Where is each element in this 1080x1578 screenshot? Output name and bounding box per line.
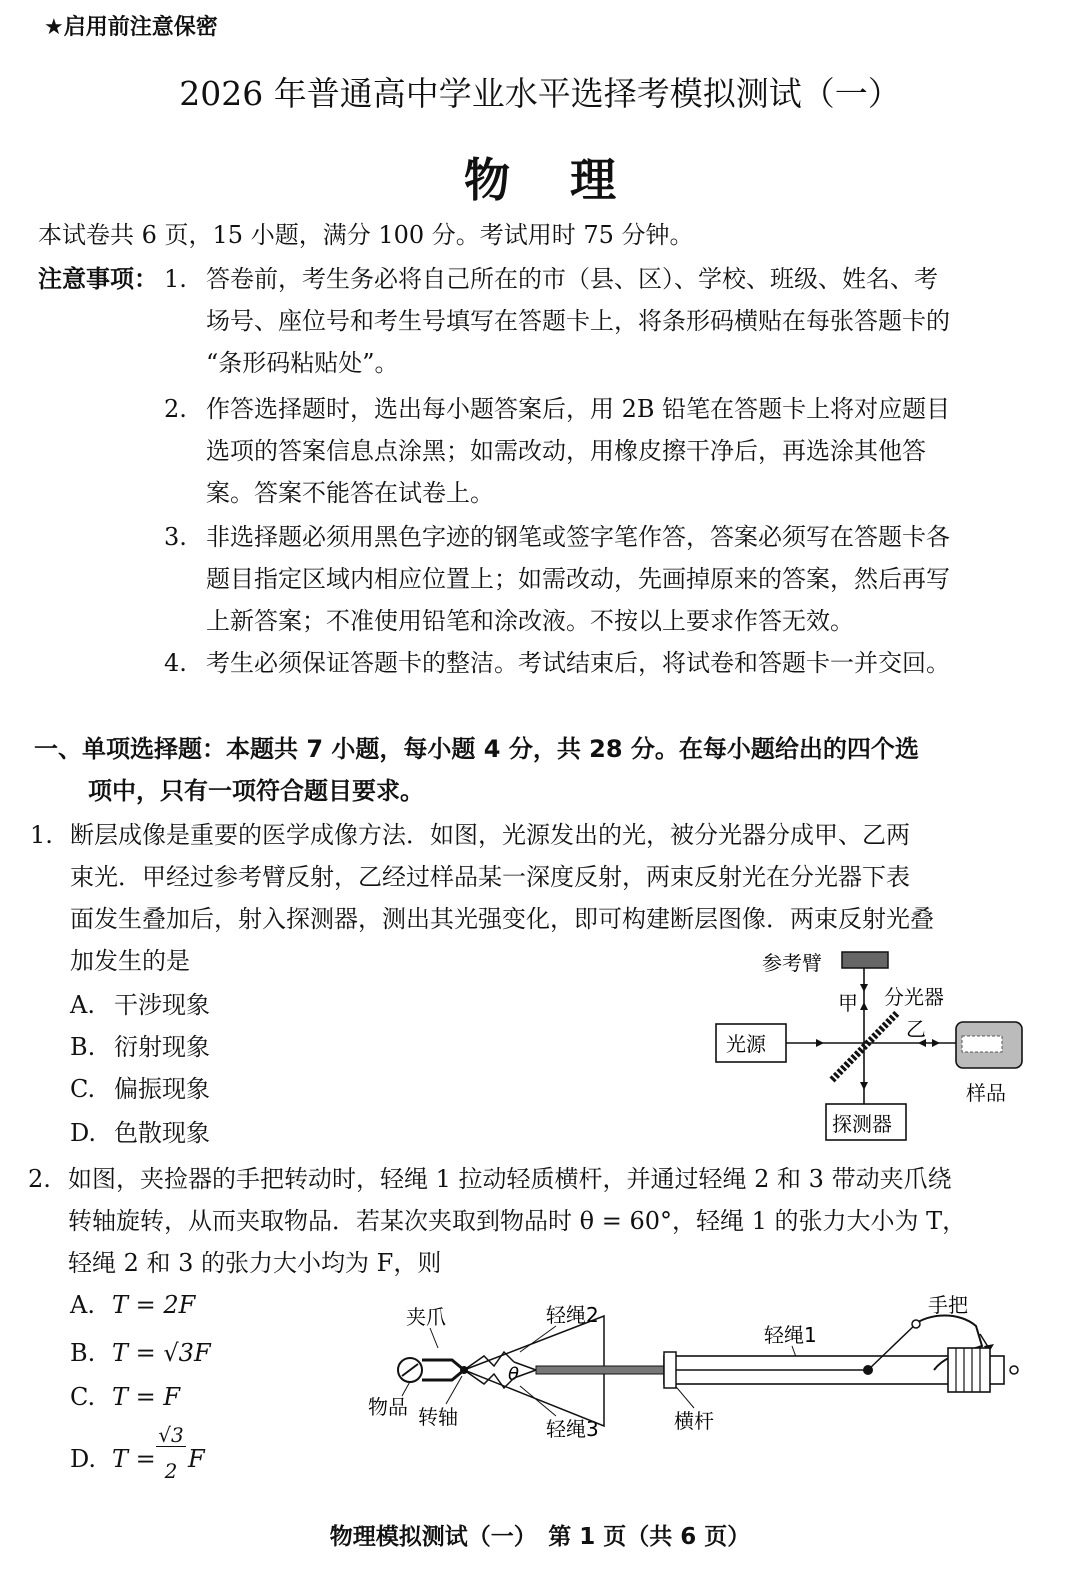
option-text: T = √3F: [112, 1339, 211, 1367]
notice-item-line: “条形码粘贴处”。: [206, 349, 399, 377]
notice-item-line: 选项的答案信息点涂黑；如需改动，用橡皮擦干净后，再选涂其他答: [206, 437, 926, 465]
notice-item-line: 题目指定区域内相应位置上；如需改动，先画掉原来的答案，然后再写: [206, 565, 950, 593]
option-label: B.: [70, 1033, 96, 1061]
notice-item-line: 非选择题必须用黑色字迹的钢笔或签字笔作答，答案必须写在答题卡各: [206, 523, 950, 551]
crossbar-rod: [536, 1366, 664, 1374]
subject-title: 物理: [464, 153, 676, 207]
option-label: A.: [70, 1291, 95, 1319]
leader-line: [520, 1326, 556, 1352]
question-text: 束光．甲经过参考臂反射，乙经过样品某一深度反射，两束反射光在分光器下表: [70, 863, 910, 891]
arrow-right-icon: [816, 1039, 824, 1047]
splitter-label: 分光器: [884, 985, 944, 1009]
question-number: 2.: [28, 1165, 51, 1193]
question-text: 断层成像是重要的医学成像方法．如图，光源发出的光，被分光器分成甲、乙两: [70, 821, 910, 849]
item-label: 物品: [368, 1395, 408, 1419]
option-rhs: F: [188, 1445, 205, 1473]
end-cap: [1010, 1366, 1018, 1374]
page-footer: 物理模拟测试（一） 第 1 页（共 6 页）: [329, 1524, 751, 1550]
beam-a-label: 甲: [838, 991, 858, 1015]
notice-item-line: 考生必须保证答题卡的整洁。考试结束后，将试卷和答题卡一并交回。: [206, 649, 950, 677]
claw-jaws: [422, 1360, 464, 1380]
option-text: 色散现象: [114, 1119, 210, 1147]
leader-line: [430, 1328, 438, 1348]
exam-title: 2026 年普通高中学业水平选择考模拟测试（一）: [179, 74, 901, 113]
question-text: 加发生的是: [70, 947, 190, 975]
tube-collar: [664, 1352, 676, 1388]
rope2-label: 轻绳2: [546, 1303, 599, 1327]
arrow-down-icon: [860, 984, 868, 992]
notice-item-line: 作答选择题时，选出每小题答案后，用 2B 铅笔在答题卡上将对应题目: [206, 395, 951, 423]
claw-label: 夹爪: [406, 1305, 446, 1329]
bar-label: 横杆: [674, 1409, 714, 1433]
leader-line: [520, 1386, 556, 1416]
question-number: 1.: [30, 821, 53, 849]
notice-item-num: 3.: [164, 523, 187, 551]
option-label: D.: [70, 1119, 97, 1147]
notice-item-line: 场号、座位号和考生号填写在答题卡上，将条形码横贴在每张答题卡的: [206, 307, 950, 335]
option-text: 衍射现象: [114, 1033, 210, 1061]
arrow-right-icon: [932, 1039, 940, 1047]
section-heading: 项中，只有一项符合题目要求。: [88, 777, 424, 805]
exam-intro: 本试卷共 6 页，15 小题，满分 100 分。考试用时 75 分钟。: [38, 221, 694, 249]
option-text: 偏振现象: [114, 1075, 210, 1103]
question-text: 如图，夹捡器的手把转动时，轻绳 1 拉动轻质横杆，并通过轻绳 2 和 3 带动夹爪绕: [68, 1165, 952, 1193]
theta-label: θ: [508, 1364, 520, 1385]
option-label: C.: [70, 1383, 96, 1411]
question-text: 面发生叠加后，射入探测器，测出其光强变化，即可构建断层图像．两束反射光叠: [70, 905, 934, 933]
handle-pivot: [912, 1320, 920, 1328]
light-source-label: 光源: [726, 1032, 766, 1056]
notice-item-line: 上新答案；不准使用铅笔和涂改液。不按以上要求作答无效。: [206, 607, 854, 635]
rope1-label: 轻绳1: [764, 1323, 817, 1347]
notice-item-line: 案。答案不能答在试卷上。: [206, 479, 494, 507]
question-text: 轻绳 2 和 3 的张力大小均为 F，则: [68, 1249, 442, 1277]
option-text: T = F: [112, 1383, 181, 1411]
option-label: B.: [70, 1339, 96, 1367]
notice-item-num: 1.: [164, 265, 187, 293]
notice-item-num: 4.: [164, 649, 187, 677]
handle-label: 手把: [928, 1293, 968, 1317]
confidential-mark: ★启用前注意保密: [44, 15, 218, 40]
notice-label: 注意事项：: [38, 265, 158, 293]
fraction-denominator: 2: [164, 1459, 178, 1483]
option-lhs: T =: [112, 1445, 156, 1473]
q1-optical-diagram: [700, 940, 1040, 1150]
notice-item-line: 答卷前，考生务必将自己所在的市（县、区）、学校、班级、姓名、考: [206, 265, 938, 293]
option-label: C.: [70, 1075, 96, 1103]
sample-slice: [962, 1036, 1002, 1052]
rope3-label: 轻绳3: [546, 1417, 599, 1441]
arrow-up-icon: [860, 1002, 868, 1010]
option-text: T = 2F: [112, 1291, 196, 1319]
fraction-numerator: √3: [156, 1424, 186, 1447]
reference-arm-label: 参考臂: [762, 951, 822, 975]
q2-grabber-diagram: [360, 1286, 1040, 1456]
grip-body: [948, 1348, 990, 1392]
axis-label: 转轴: [418, 1405, 458, 1429]
section-heading: 一、单项选择题：本题共 7 小题，每小题 4 分，共 28 分。在每小题给出的四个选: [34, 735, 919, 763]
notice-item-num: 2.: [164, 395, 187, 423]
option-text: 干涉现象: [114, 991, 210, 1019]
beam-splitter: [832, 1012, 898, 1080]
option-label: A.: [70, 991, 95, 1019]
option-label: D.: [70, 1445, 97, 1473]
question-text: 转轴旋转，从而夹取物品．若某次夹取到物品时 θ = 60°，轻绳 1 的张力大小为 T，: [68, 1207, 967, 1235]
detector-label: 探测器: [832, 1112, 892, 1136]
sample-label: 样品: [966, 1081, 1006, 1105]
reference-arm-mirror: [842, 952, 888, 968]
arrow-down-icon: [860, 1082, 868, 1090]
beam-b-label: 乙: [906, 1017, 926, 1041]
